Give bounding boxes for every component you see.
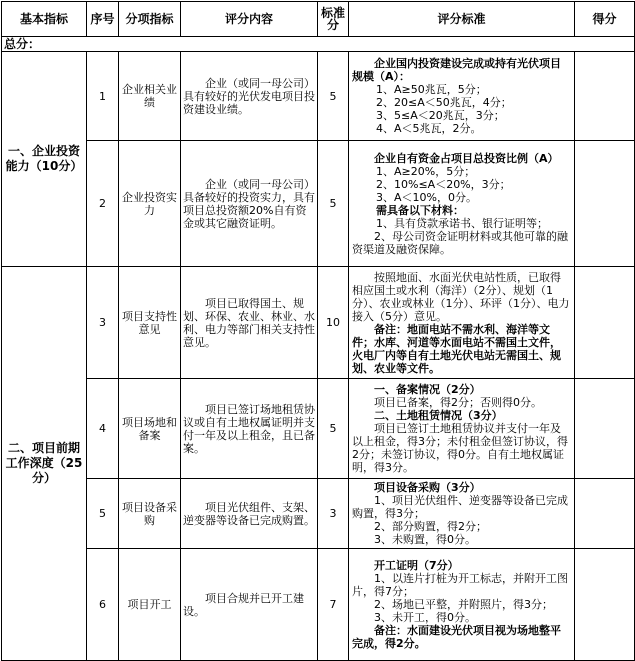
criteria-line: 3、5≤A＜20兆瓦，3分； — [376, 109, 505, 122]
category-investment-capability: 一、企业投资能力（10分） — [2, 52, 87, 267]
row-content: 项目合规并已开工建设。 — [181, 549, 318, 661]
row-seq: 3 — [87, 267, 119, 379]
criteria-line: 3、A＜10%，0分。 — [376, 190, 477, 204]
criteria-title: 企业自有资金占项目总投资比例（A） — [374, 151, 559, 165]
criteria-title: 企业国内投资建设完成或持有光伏项目规模（A）： — [352, 57, 561, 83]
row-content: 项目已签订场地租赁协议或自有土地权属证明并支付一年及以上租金，且已备案。 — [181, 379, 318, 479]
row-sub-indicator: 企业相关业绩 — [119, 52, 181, 141]
criteria-line: 2、10%≤A＜20%，3分； — [376, 177, 511, 191]
criteria-line: 3、未开工，得0分。 — [374, 611, 476, 624]
row-standard-score: 5 — [318, 141, 349, 267]
header-sub-indicator: 分项指标 — [119, 2, 181, 37]
row-content: 企业（或同一母公司）具备较好的投资实力，具有项目总投资额20%自有资金或其它融资证明。 — [181, 141, 318, 267]
scoring-table — [1, 1, 635, 661]
table-row — [2, 479, 635, 549]
row-sub-indicator: 企业投资实力 — [119, 141, 181, 267]
criteria-line: 1、项目光伏组件、逆变器等设备已完成购置，得3分； — [352, 494, 568, 520]
row-standard-score: 3 — [318, 479, 349, 549]
criteria-note: 备注：地面电站不需水利、海洋等文件；水库、河道等水面电站不需国土文件，火电厂内等自有土地光伏电站无需国土、规划、农业等文件。 — [352, 322, 561, 375]
table-row — [2, 379, 635, 479]
header-row — [2, 2, 635, 37]
criteria-line: 1、A≥20%，5分； — [376, 164, 476, 178]
header-seq: 序号 — [87, 2, 119, 37]
total-row — [2, 37, 635, 52]
row-criteria — [349, 479, 575, 549]
criteria-line: 按照地面、水面光伏电站性质，已取得相应国土或水利（海洋）（2分）、规划（1分）、农业或林业（1分）、环评（1分）、电力接入（5分）意见。 — [352, 270, 570, 323]
row-standard-score: 10 — [318, 267, 349, 379]
criteria-line: 1、以连片打桩为开工标志，并附开工图片，得7分； — [352, 572, 568, 598]
criteria-note: 备注：水面建设光伏项目视为场地整平完成，得2分。 — [352, 624, 561, 650]
row-score-cell[interactable] — [575, 379, 635, 479]
row-criteria — [349, 379, 575, 479]
row-content: 企业（或同一母公司）具有较好的光伏发电项目投资建设业绩。 — [181, 52, 318, 141]
row-score-cell[interactable] — [575, 141, 635, 267]
header-content: 评分内容 — [181, 2, 318, 37]
row-criteria — [349, 141, 575, 267]
header-basic-indicator: 基本指标 — [2, 2, 87, 37]
row-seq: 6 — [87, 549, 119, 661]
criteria-line: 2、部分购置，得2分； — [374, 520, 487, 533]
table-row — [2, 267, 635, 379]
row-seq: 1 — [87, 52, 119, 141]
row-content: 项目已取得国土、规划、环保、农业、林业、水利、电力等部门相关支持性意见。 — [181, 267, 318, 379]
row-sub-indicator: 项目支持性意见 — [119, 267, 181, 379]
table-row — [2, 52, 635, 141]
row-content: 项目光伏组件、支架、逆变器等设备已完成购置。 — [181, 479, 318, 549]
row-seq: 2 — [87, 141, 119, 267]
criteria-line: 4、A＜5兆瓦，2分。 — [376, 122, 482, 135]
row-criteria — [349, 549, 575, 661]
row-score-cell[interactable] — [575, 267, 635, 379]
criteria-line: 项目已备案，得2分；否则得0分。 — [374, 396, 542, 409]
total-label: 总分： — [2, 37, 635, 52]
criteria-title: 二、土地租赁情况（3分） — [374, 409, 503, 422]
row-sub-indicator: 项目开工 — [119, 549, 181, 661]
criteria-line: 2、母公司资金证明材料或其他可靠的融资渠道及融资保障。 — [352, 229, 568, 256]
criteria-subtitle: 需具备以下材料： — [376, 203, 464, 217]
criteria-title: 开工证明（7分） — [374, 559, 459, 572]
header-criteria: 评分标准 — [349, 2, 575, 37]
row-score-cell[interactable] — [575, 479, 635, 549]
row-score-cell[interactable] — [575, 549, 635, 661]
criteria-line: 2、20≤A＜50兆瓦，4分； — [376, 96, 512, 109]
criteria-line: 1、A≥50兆瓦，5分； — [376, 83, 487, 96]
criteria-title: 一、备案情况（2分） — [374, 383, 481, 396]
row-standard-score: 7 — [318, 549, 349, 661]
row-seq: 5 — [87, 479, 119, 549]
header-score: 得分 — [575, 2, 635, 37]
row-criteria — [349, 52, 575, 141]
row-sub-indicator: 项目场地和备案 — [119, 379, 181, 479]
header-standard-score: 标准分 — [318, 2, 349, 37]
table-row — [2, 141, 635, 267]
criteria-title: 项目设备采购（3分） — [374, 481, 481, 494]
criteria-line: 1、具有贷款承诺书、银行证明等； — [376, 216, 548, 230]
row-sub-indicator: 项目设备采购 — [119, 479, 181, 549]
table-row — [2, 549, 635, 661]
criteria-line: 2、场地已平整，并附照片，得3分； — [374, 598, 553, 611]
row-seq: 4 — [87, 379, 119, 479]
row-standard-score: 5 — [318, 379, 349, 479]
category-preliminary-work: 二、项目前期工作深度（25分） — [2, 267, 87, 661]
criteria-line: 3、未购置，得0分。 — [374, 533, 476, 546]
row-criteria — [349, 267, 575, 379]
row-standard-score: 5 — [318, 52, 349, 141]
row-score-cell[interactable] — [575, 52, 635, 141]
criteria-line: 项目已签订土地租赁协议并支付一年及以上租金，得3分；未付租金但签订协议，得2分；未签订协议，得0分。自有土地权属证明，得3分。 — [352, 422, 568, 474]
